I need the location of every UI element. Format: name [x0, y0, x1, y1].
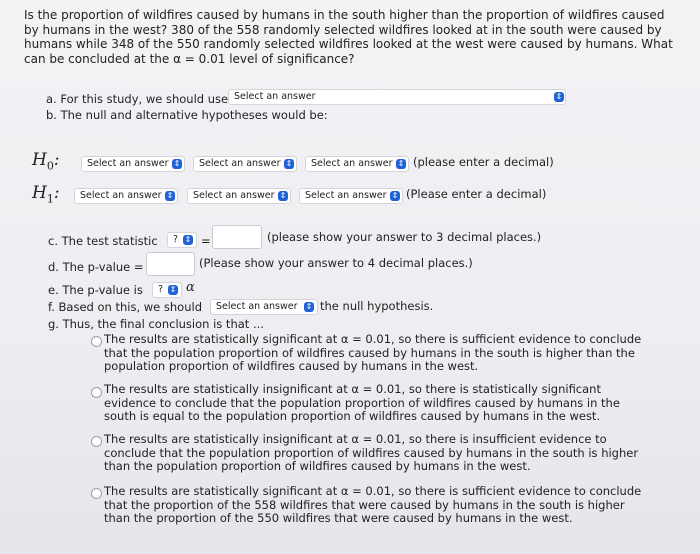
part-d-label: d. The p-value = — [48, 260, 144, 274]
chevron-updown-icon[interactable]: ⇕ — [173, 159, 181, 168]
chevron-updown-icon[interactable]: ⇕ — [391, 191, 399, 200]
select-text: Select an answer — [87, 158, 169, 169]
chevron-updown-icon[interactable]: ⇕ — [285, 159, 293, 168]
conclusion-option-2[interactable]: The results are statistically insignificant at α = 0.01, so there is statistically significant evidence to conclude that the population proportion of wildfires caused by humans in the south is equal to the population proportion of wildfires caused by humans in the west. — [104, 382, 620, 423]
chevron-updown-icon[interactable]: ⇕ — [397, 159, 405, 168]
part-a-label: a. For this study, we should use — [46, 92, 229, 106]
part-c-note: (please show your answer to 3 decimal places.) — [267, 230, 542, 244]
part-f-note: the null hypothesis. — [320, 299, 434, 313]
h1-value-select[interactable] — [299, 188, 403, 204]
select-text: Select an answer — [216, 301, 298, 312]
h1-sub: 1 — [46, 192, 54, 206]
h0-letter: H — [32, 150, 47, 170]
chevron-updown-icon[interactable]: ⇕ — [169, 285, 177, 294]
decision-select[interactable] — [210, 299, 318, 315]
h0-sub: 0 — [46, 159, 54, 173]
h0-value-select[interactable] — [305, 156, 409, 172]
h1-note: (Please enter a decimal) — [406, 187, 547, 201]
select-text: Select an answer — [234, 91, 316, 102]
chevron-updown-icon[interactable]: ⇕ — [555, 92, 563, 101]
chevron-updown-icon[interactable]: ⇕ — [184, 235, 192, 244]
radio-icon[interactable] — [91, 488, 102, 499]
part-g-label: g. Thus, the final conclusion is that ... — [48, 317, 264, 331]
select-text: Select an answer — [311, 158, 393, 169]
h0-symbol — [32, 150, 60, 172]
select-text: Select an answer — [305, 190, 387, 201]
h0-param-select[interactable] — [81, 156, 185, 172]
h0-operator-select[interactable] — [193, 156, 297, 172]
select-text: Select an answer — [193, 190, 275, 201]
radio-icon[interactable] — [91, 387, 102, 398]
select-text: Select an answer — [80, 190, 162, 201]
question-text: Is the proportion of wildfires caused by humans in the south higher than the proportion of wildfires caused by humans in the west? 380 of the 558 randomly selected wildfires looked at in the south were caused by humans while 348 of the 550 randomly selected wildfires looked at the west were caused by humans. What can be concluded at the α = 0.01 level of significance? — [24, 8, 673, 66]
chevron-updown-icon[interactable]: ⇕ — [305, 302, 313, 311]
select-text: ? — [158, 284, 164, 295]
part-c-label: c. The test statistic — [48, 234, 158, 248]
h1-colon: : — [53, 183, 60, 203]
conclusion-option-3[interactable]: The results are statistically insignificant at α = 0.01, so there is insufficient evidence to conclude that the population proportion of wildfires caused by humans in the south is higher than the population proportion of wildfires caused by humans in the west. — [104, 432, 639, 473]
h1-param-select[interactable] — [74, 188, 178, 204]
part-b-label: b. The null and alternative hypotheses would be: — [46, 108, 328, 122]
h1-letter: H — [32, 183, 47, 203]
part-d-note: (Please show your answer to 4 decimal places.) — [199, 256, 473, 270]
h1-operator-select[interactable] — [187, 188, 291, 204]
p-value-input[interactable] — [146, 252, 195, 276]
chevron-updown-icon[interactable]: ⇕ — [279, 191, 287, 200]
select-text: Select an answer — [199, 158, 281, 169]
conclusion-option-4[interactable]: The results are statistically significant at α = 0.01, so there is sufficient evidence to conclude that the proportion of the 558 wildfires that were caused by humans in the south is higher than the proportion of the 550 wildfires that were caused by humans in the west. — [104, 484, 642, 525]
h0-colon: : — [53, 150, 60, 170]
study-type-select[interactable] — [228, 89, 566, 105]
h0-note: (please enter a decimal) — [413, 155, 554, 169]
h1-symbol — [32, 183, 60, 205]
select-text: ? — [173, 234, 179, 245]
radio-icon[interactable] — [91, 436, 102, 447]
chevron-updown-icon[interactable]: ⇕ — [166, 191, 174, 200]
part-f-label: f. Based on this, we should — [48, 300, 202, 314]
part-e-label: e. The p-value is — [48, 283, 143, 297]
equals-sign: = — [201, 234, 211, 248]
test-statistic-input[interactable] — [212, 225, 262, 249]
conclusion-option-1[interactable]: The results are statistically significant at α = 0.01, so there is sufficient evidence to conclude that the population proportion of wildfires caused by humans in the south is higher than the population proportion of wildfires caused by humans in the west. — [104, 332, 642, 373]
alpha-symbol: α — [186, 280, 195, 295]
radio-icon[interactable] — [91, 336, 102, 347]
